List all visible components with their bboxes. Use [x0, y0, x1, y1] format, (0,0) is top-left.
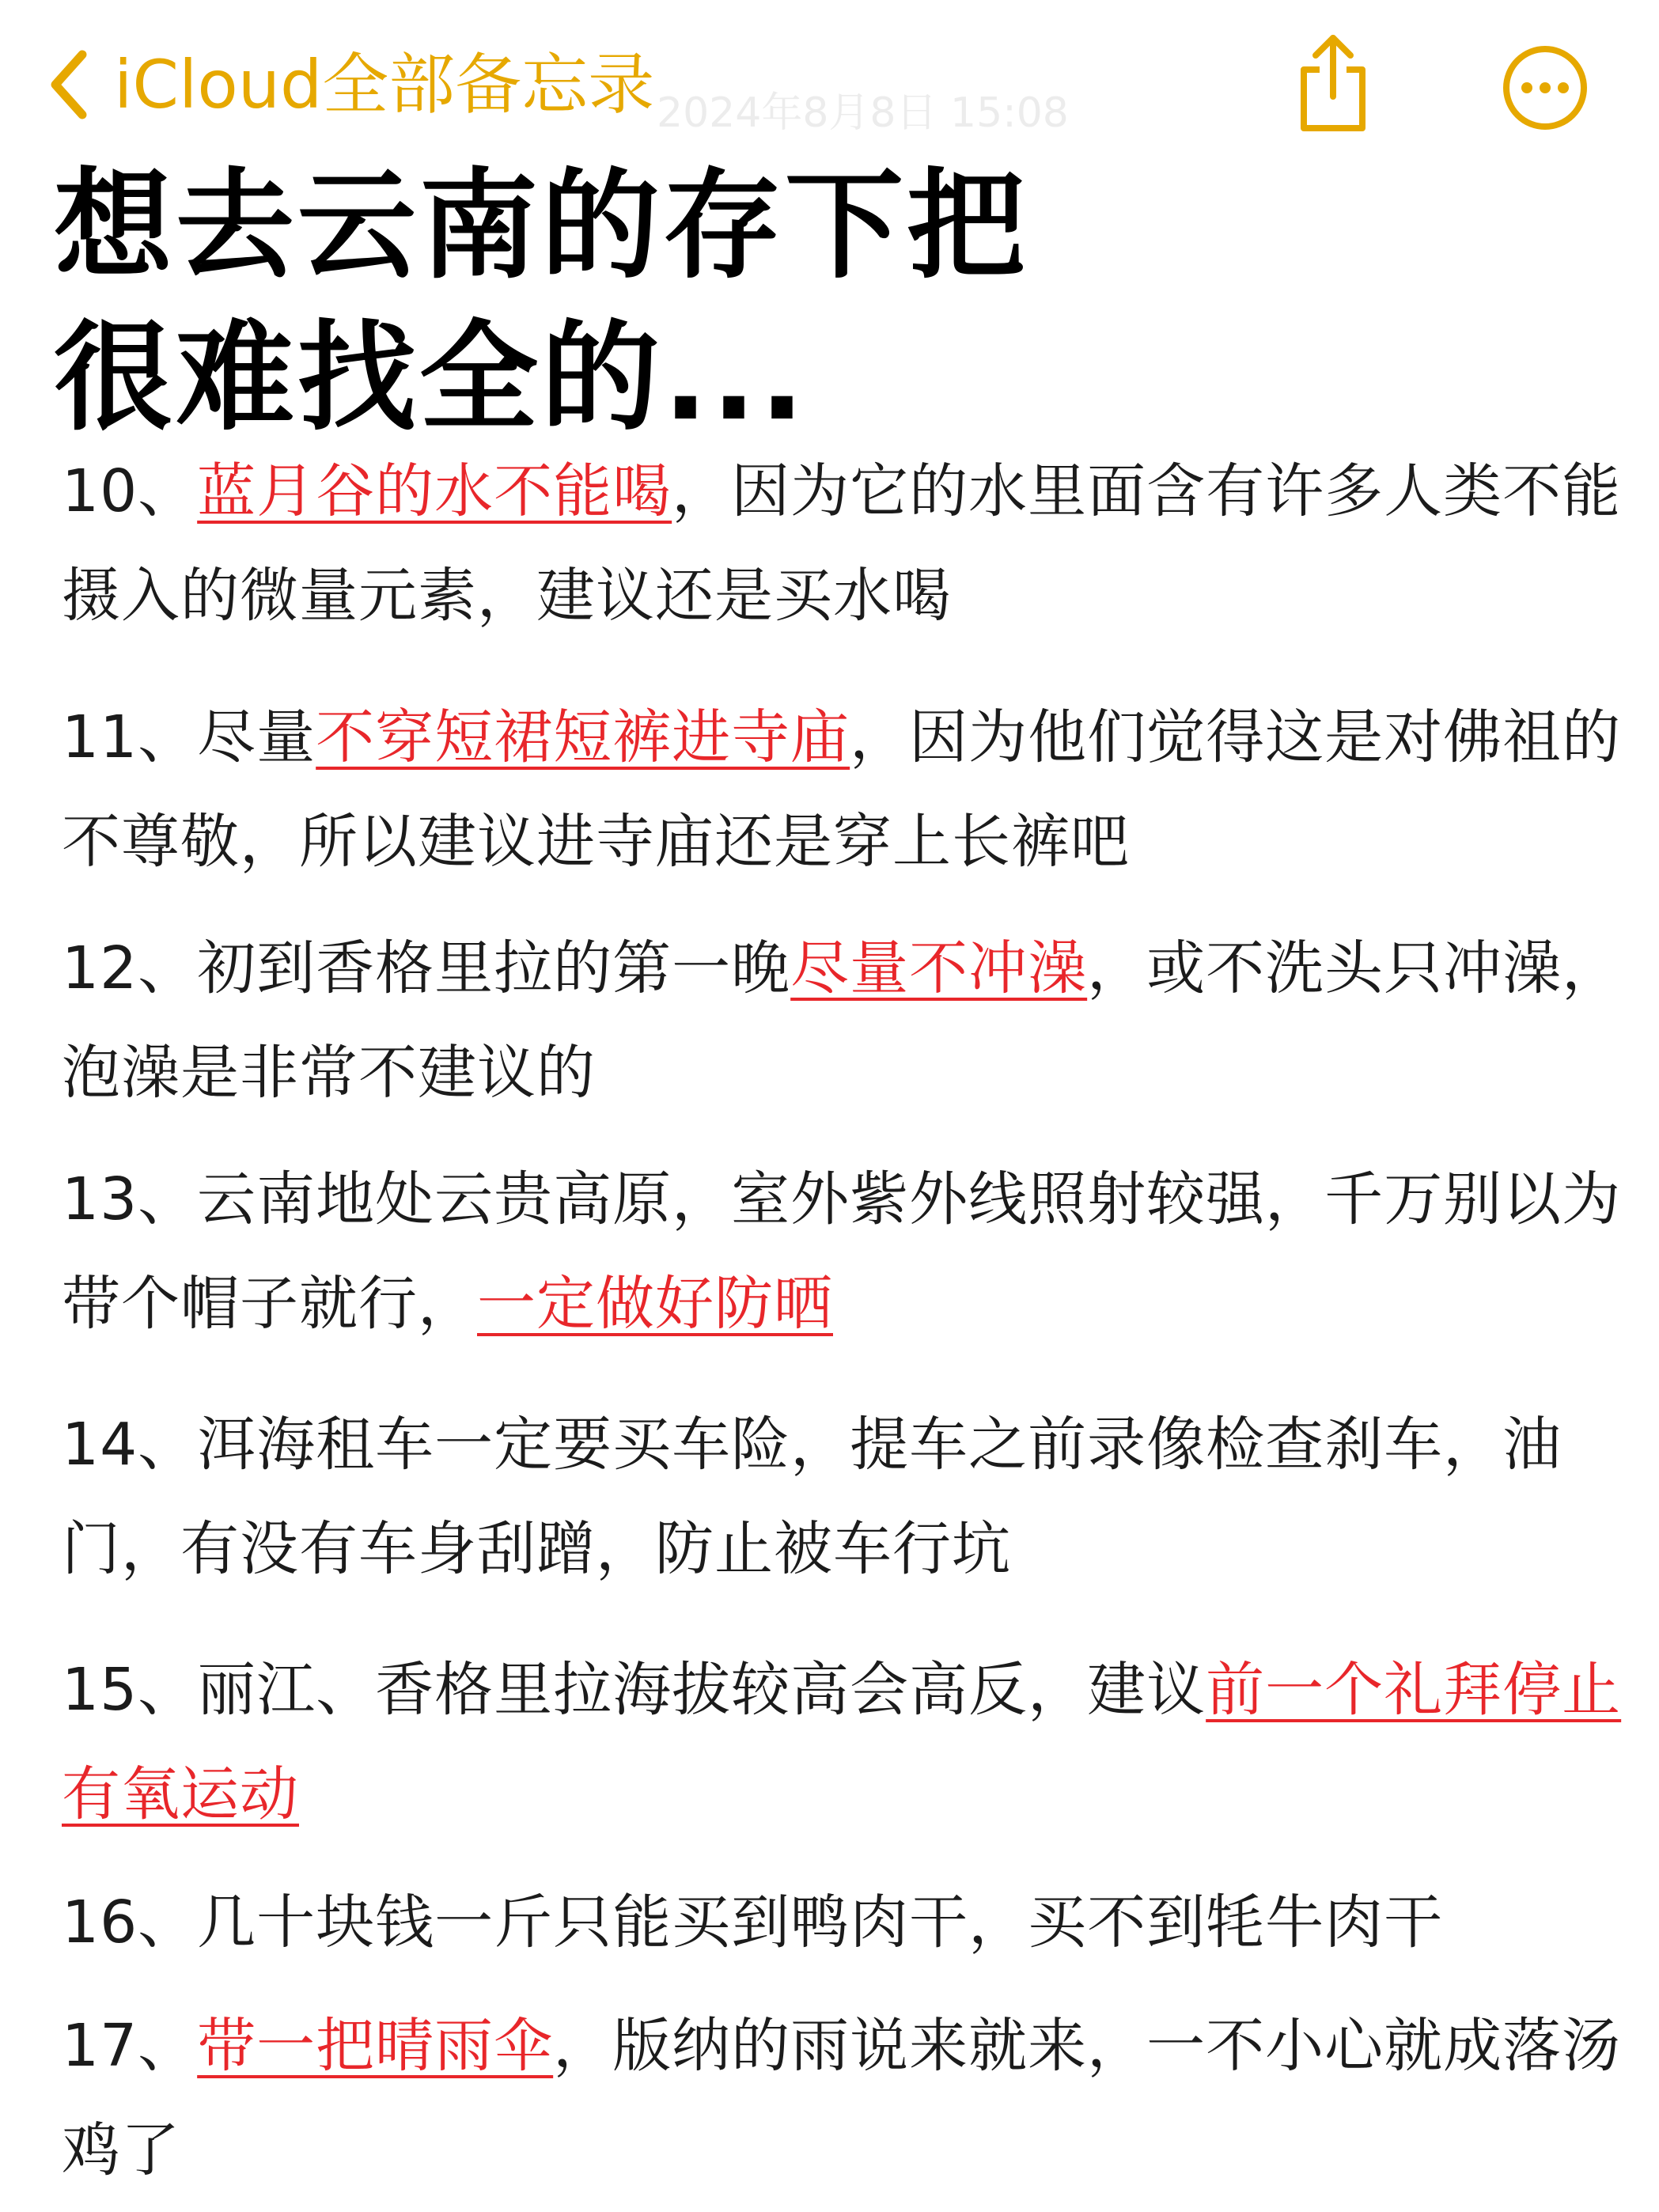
tip-text: 16、几十块钱一斤只能买到鸭肉干，买不到牦牛肉干 — [62, 1888, 1444, 1956]
tip-item — [62, 1994, 1632, 2203]
tip-text: ，因为他们觉得这是对佛祖的不尊敬，所以建议进寺庙还是穿上长裤吧 — [62, 703, 1622, 876]
share-icon[interactable] — [1290, 32, 1377, 134]
tip-item — [62, 916, 1632, 1125]
tip-highlight: 前一个礼拜停止有氧运动 — [62, 1656, 1622, 1828]
back-button[interactable] — [46, 41, 654, 128]
tip-text: ，或不洗头只冲澡，泡澡是非常不建议的 — [62, 934, 1622, 1107]
more-icon[interactable] — [1502, 44, 1589, 131]
note-title — [54, 150, 1604, 454]
back-label: iCloud全部备忘录 — [114, 46, 655, 123]
tip-highlight: 尽量不冲澡 — [790, 934, 1088, 1002]
note-date: 2024年8月8日 15:08 — [657, 89, 1069, 137]
tip-highlight: 一定做好防晒 — [477, 1270, 833, 1338]
tip-highlight: 蓝月谷的水不能喝 — [197, 457, 672, 525]
tip-text: ，版纳的雨说来就来，一不小心就成落汤鸡了 — [62, 2012, 1622, 2184]
tip-highlight: 带一把晴雨伞 — [197, 2012, 554, 2080]
chevron-left-icon — [46, 47, 93, 123]
tip-item — [62, 1392, 1632, 1601]
tip-item — [62, 685, 1632, 894]
nav-bar — [0, 0, 1659, 166]
note-title-line2: 很难找全的... — [54, 309, 808, 447]
tip-text: 14、洱海租车一定要买车险，提车之前录像检查刹车，油门，有没有车身刮蹭，防止被车行坑 — [62, 1411, 1562, 1583]
tip-item — [62, 1870, 1632, 1975]
tip-item — [62, 1638, 1632, 1846]
tip-text: ，因为它的水里面含有许多人类不能摄入的微量元素，建议还是买水喝 — [62, 457, 1622, 630]
tip-item — [62, 439, 1632, 648]
note-title-line1: 想去云南的存下把 — [54, 157, 1029, 295]
tip-text: 12、初到香格里拉的第一晚 — [62, 934, 791, 1002]
tip-text: 15、丽江、香格里拉海拔较高会高反，建议 — [62, 1656, 1206, 1724]
tip-text: 10、 — [62, 457, 198, 525]
tip-text: 11、尽量 — [62, 703, 316, 771]
tip-item — [62, 1147, 1632, 1356]
tip-text: 13、云南地处云贵高原，室外紫外线照射较强，千万别以为带个帽子就行， — [62, 1165, 1622, 1338]
tip-highlight: 不穿短裙短裤进寺庙 — [316, 703, 850, 771]
tip-text: 17、 — [62, 2012, 198, 2080]
